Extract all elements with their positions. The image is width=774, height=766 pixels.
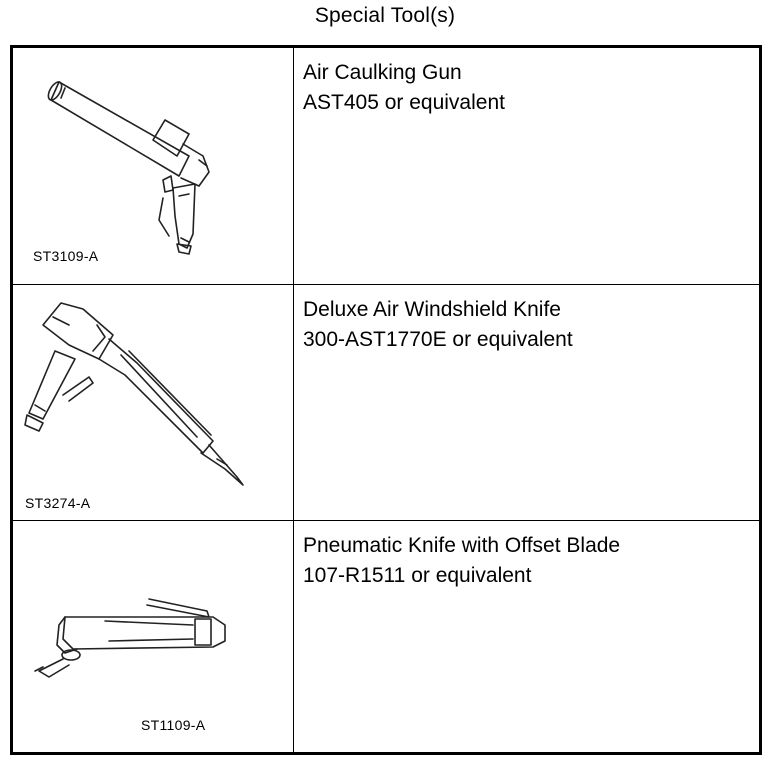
tool-image-code: ST3109-A <box>33 248 99 264</box>
tool-image-cell <box>13 285 294 520</box>
tool-description <box>303 531 620 591</box>
tool-description <box>303 58 505 118</box>
table-row <box>13 48 759 284</box>
tool-name: Deluxe Air Windshield Knife <box>303 298 561 321</box>
tool-image-cell <box>13 48 294 284</box>
special-tools-table <box>10 45 762 755</box>
tool-image-code: ST1109-A <box>141 717 206 733</box>
tool-part-number: 300-AST1770E or equivalent <box>303 328 573 351</box>
tool-description <box>303 295 573 355</box>
air-windshield-knife-icon <box>13 285 294 521</box>
tool-name: Air Caulking Gun <box>303 61 462 84</box>
tool-image-code: ST3274-A <box>25 495 91 511</box>
table-row <box>13 520 759 752</box>
tool-name: Pneumatic Knife with Offset Blade <box>303 534 621 557</box>
tool-image-cell <box>13 521 294 752</box>
tool-part-number: AST405 or equivalent <box>303 91 505 114</box>
page-title: Special Tool(s) <box>314 4 456 27</box>
table-row <box>13 284 759 520</box>
tool-part-number: 107-R1511 or equivalent <box>303 564 532 587</box>
